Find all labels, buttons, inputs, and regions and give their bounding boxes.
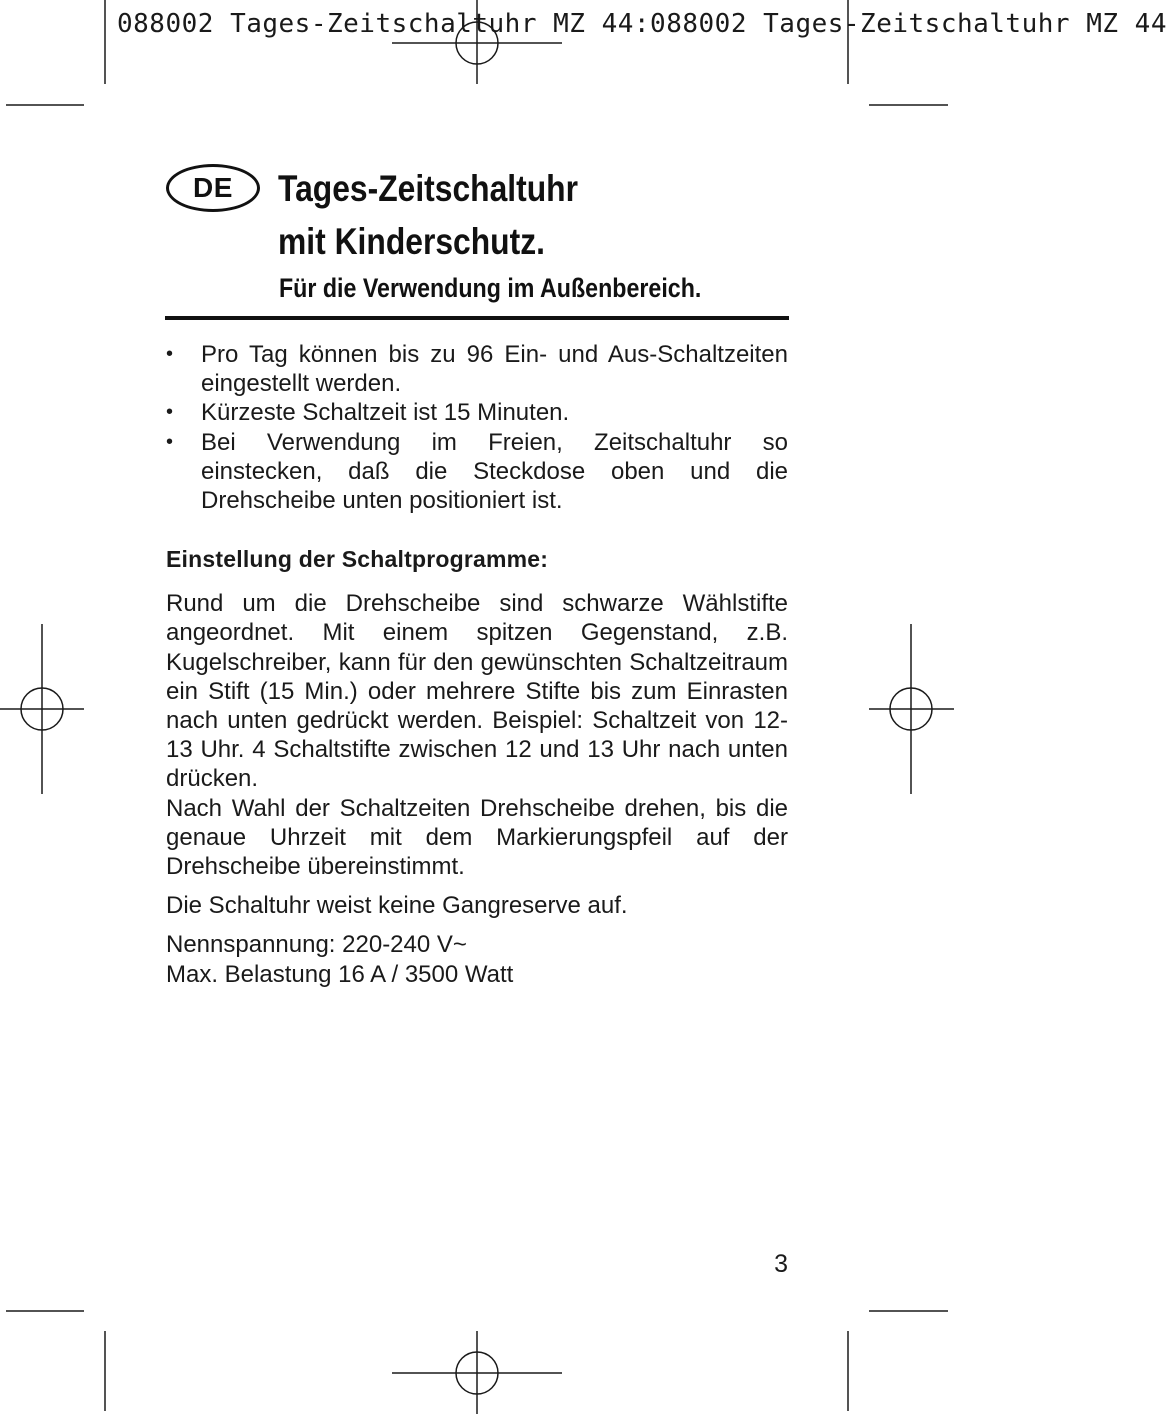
registration-mark-right — [869, 624, 954, 794]
title-line-2: mit Kinderschutz. — [278, 221, 545, 262]
title-divider — [165, 316, 789, 320]
page-subtitle: Für die Verwendung im Außenbereich. — [279, 273, 702, 303]
registration-mark-top — [392, 0, 562, 84]
print-slug-line: 088002 Tages-Zeitschaltuhr MZ 44:088002 Tages-Zeitschaltuhr MZ 44 — [117, 9, 1167, 39]
list-item: • Bei Verwendung im Freien, Zeitschaltuhr so einstecken, daß die Steckdose oben und die Drehscheibe unten positioniert ist. — [166, 428, 788, 516]
document-body — [166, 340, 788, 989]
page-title — [278, 162, 725, 268]
language-badge-label: DE — [193, 172, 233, 203]
registration-mark-left — [0, 624, 84, 794]
power-reserve-note: Die Schaltuhr weist keine Gangreserve auf. — [166, 892, 628, 920]
list-item: • Kürzeste Schaltzeit ist 15 Minuten. — [166, 398, 788, 427]
instructions-paragraph-2: Nach Wahl der Schaltzeiten Drehscheibe drehen, bis die genaue Uhrzeit mit dem Markierungspfeil auf der Drehscheibe übereinstimmt. — [166, 794, 788, 881]
language-badge — [166, 164, 260, 212]
title-line-1: Tages-Zeitschaltuhr — [278, 168, 578, 209]
instructions-paragraph-1: Rund um die Drehscheibe sind schwarze Wählstifte angeordnet. Mit einem spitzen Gegenstand, z.B. Kugelschreiber, kann für den gewünschten Schaltzeitraum ein Stift (15 Min.) oder mehrere Stifte bis zum Einrasten nach unten gedrückt werden. Beispiel: Schaltzeit von 12-13 Uhr. 4 Schaltstifte zwischen 12 und 13 Uhr nach unten drücken. — [166, 590, 788, 793]
spec-voltage: Nennspannung: 220-240 V~ — [166, 931, 467, 959]
spec-max-load: Max. Belastung 16 A / 3500 Watt — [166, 960, 514, 988]
feature-list — [166, 340, 788, 515]
registration-mark-bottom — [392, 1331, 562, 1414]
section-heading: Einstellung der Schaltprogramme: — [166, 546, 549, 573]
list-item: • Pro Tag können bis zu 96 Ein- und Aus-Schaltzeiten eingestellt werden. — [166, 340, 788, 398]
page-number: 3 — [774, 1250, 788, 1278]
specifications — [166, 930, 788, 988]
